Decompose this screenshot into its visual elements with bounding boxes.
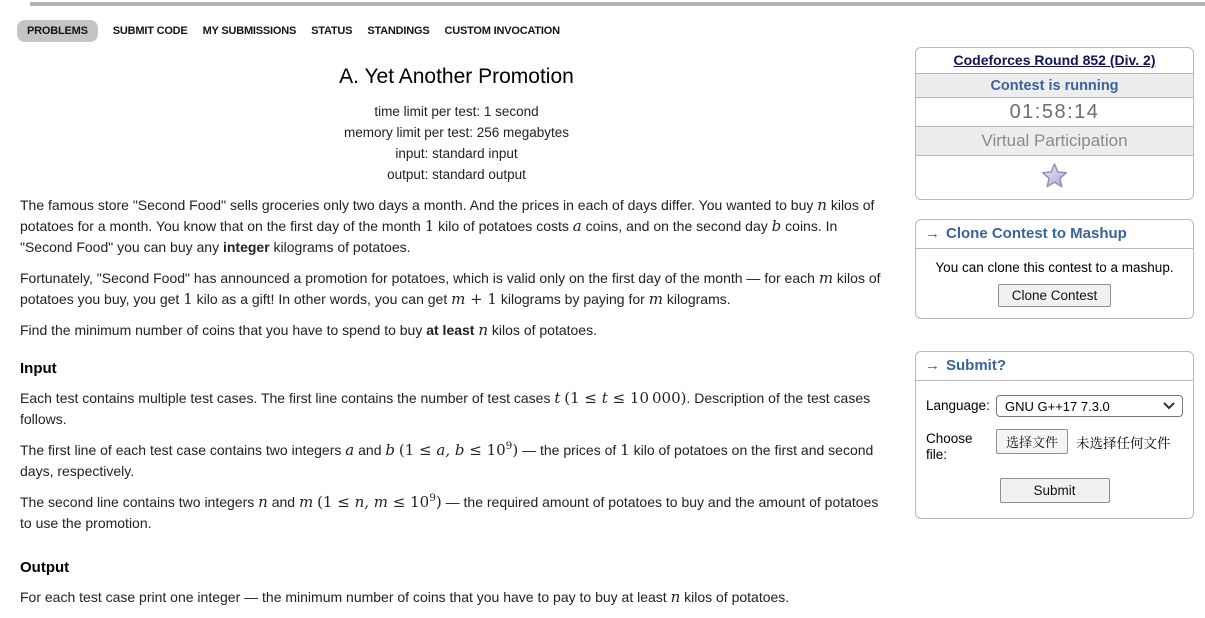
output-paragraph: For each test case print one integer — the minimum number of coins that you have to pay to buy at least n kilos of potatoes. [20, 588, 790, 606]
clone-contest-button[interactable]: Clone Contest [998, 284, 1112, 307]
clone-box-title: Clone Contest to Mashup [946, 225, 1127, 242]
statement-paragraph: Fortunately, "Second Food" has announced a promotion for potatoes, which is valid only on the first day of the month — for each m kilos of potatoes you buy, you get 1 kilo as a gift! In other words, you can get m + 1 kilograms by paying for m kilograms. [20, 269, 881, 308]
input-paragraph: The first line of each test case contains two integers a and b (1 ≤ a, $b \le 10^9$) — the prices of 1 kilo of potatoes on the first and second days, respectively. [20, 440, 874, 479]
language-selected-value: GNU G++17 7.3.0 [1005, 398, 1110, 414]
language-select[interactable] [996, 395, 1183, 417]
submit-button[interactable]: Submit [1000, 478, 1110, 503]
top-divider [30, 2, 1205, 6]
contest-link[interactable]: Codeforces Round 852 (Div. 2) [953, 52, 1156, 68]
input-paragraph: Each test contains multiple test cases. The first line contains the number of test cases t (1 ≤ t ≤ 10 000). Description of the test cases follows. [20, 389, 871, 427]
output-spec: output: standard output [387, 167, 526, 182]
submit-box-header[interactable] [916, 352, 1193, 381]
clone-box-text: You can clone this contest to a mashup. [935, 260, 1174, 275]
arrow-right-icon: → [925, 357, 940, 374]
clone-box-header[interactable] [916, 220, 1193, 249]
tab-problems[interactable]: PROBLEMS [17, 20, 98, 42]
problem-title: A. Yet Another Promotion [339, 65, 574, 88]
participation-mode: Virtual Participation [916, 126, 1193, 155]
tab-my-submissions[interactable]: MY SUBMISSIONS [202, 25, 297, 37]
contest-status: Contest is running [916, 73, 1193, 97]
tab-submit-code[interactable]: SUBMIT CODE [112, 25, 188, 37]
choose-file-label: Choose file: [926, 431, 973, 462]
language-label: Language: [926, 398, 990, 413]
arrow-right-icon: → [925, 225, 940, 242]
choose-file-row [926, 428, 1183, 463]
clone-box-body [916, 249, 1193, 318]
tab-standings[interactable]: STANDINGS [367, 25, 430, 37]
chevron-down-icon [1163, 402, 1175, 410]
submit-row [926, 478, 1183, 503]
memory-limit: memory limit per test: 256 megabytes [343, 125, 570, 140]
clone-contest-box [915, 219, 1194, 319]
contest-tabbar [17, 20, 560, 42]
output-section-header: Output [20, 559, 70, 576]
problem-limits [20, 101, 893, 185]
file-input [996, 428, 1171, 454]
statement-paragraph: Find the minimum number of coins that you have to spend to buy at least n kilos of potatoes. [20, 321, 597, 339]
submit-box-title: Submit? [946, 357, 1006, 374]
language-row [926, 395, 1183, 417]
file-status-text: 未选择任何文件 [1076, 435, 1171, 451]
contest-info-box [915, 47, 1194, 200]
input-section-header: Input [20, 360, 57, 377]
statement-paragraph: The famous store "Second Food" sells groceries only two days a month. And the prices in each of days differ. You wanted to buy n kilos of potatoes for a month. You know that on the first day of the month 1 kilo of potatoes costs a coins, and on the second day b coins. In "Second Food" you can buy any integer kilograms of potatoes. [20, 196, 875, 255]
time-limit: time limit per test: 1 second [374, 104, 539, 119]
contest-timer: 01:58:14 [916, 97, 1193, 126]
star-icon[interactable] [1041, 163, 1068, 188]
input-paragraph: The second line contains two integers n and m (1 ≤ n, $m \le 10^9$) — the required amount of potatoes to buy and the amount of potatoes to use the promotion. [20, 492, 879, 531]
sidebar [915, 47, 1194, 519]
favorite-row [916, 155, 1193, 199]
submit-form [916, 381, 1193, 518]
input-spec: input: standard input [395, 146, 518, 161]
contest-title-row [916, 48, 1193, 73]
browse-file-button[interactable]: 选择文件 [996, 429, 1068, 454]
submit-box [915, 351, 1194, 519]
tab-custom-invocation[interactable]: CUSTOM INVOCATION [444, 25, 560, 37]
tab-status[interactable]: STATUS [311, 25, 353, 37]
problem-statement [20, 60, 893, 618]
